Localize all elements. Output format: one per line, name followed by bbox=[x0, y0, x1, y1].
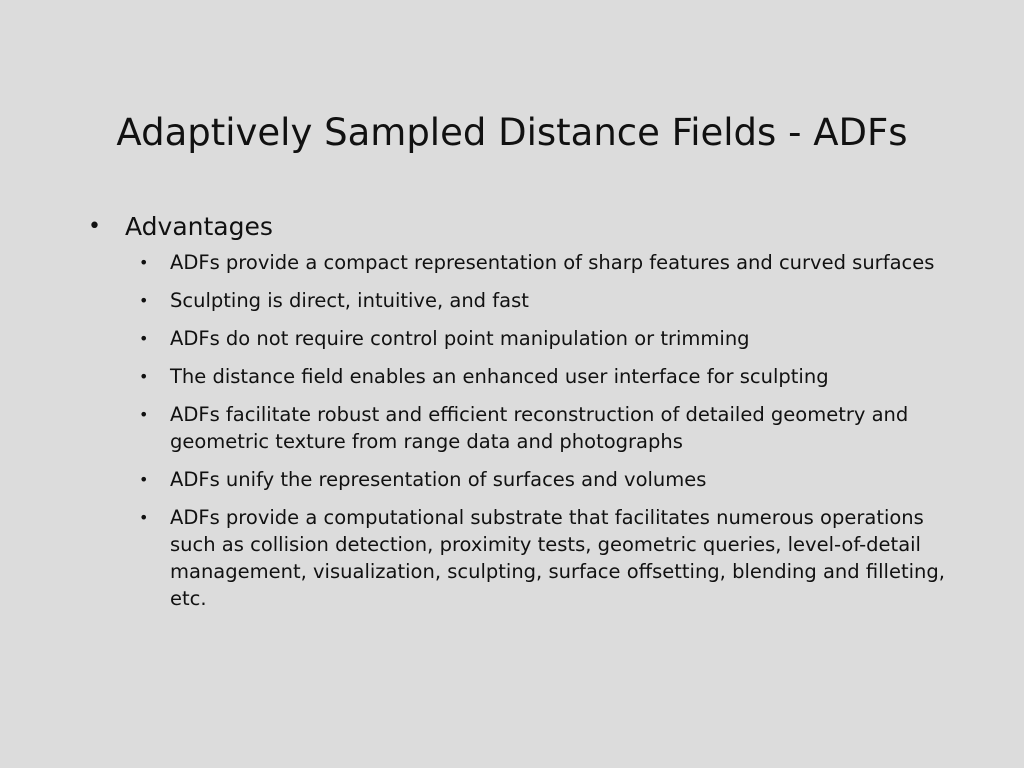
list-item bbox=[125, 287, 968, 314]
bullet-icon: • bbox=[139, 508, 149, 527]
list-item-text: ADFs do not require control point manipulation or trimming bbox=[170, 327, 750, 350]
bullet-icon: • bbox=[139, 253, 149, 272]
list-item-text: ADFs provide a compact representation of sharp features and curved surfaces bbox=[170, 251, 935, 274]
bullet-icon: • bbox=[139, 367, 149, 386]
list-item-text: The distance field enables an enhanced user interface for sculpting bbox=[170, 365, 829, 388]
bullet-icon: • bbox=[139, 470, 149, 489]
sub-bullet-list bbox=[125, 249, 968, 612]
list-item-text: ADFs provide a computational substrate that facilitates numerous operations such as collision detection, proximity tests, geometric queries, level-of-detail management, visualization, sculpting, surface offsetting, blending and filleting, etc. bbox=[170, 506, 945, 610]
list-item bbox=[125, 249, 968, 276]
bullet-icon: • bbox=[88, 214, 101, 239]
list-item bbox=[125, 401, 968, 455]
list-item bbox=[125, 466, 968, 493]
list-item-text: ADFs facilitate robust and efficient reconstruction of detailed geometry and geometric texture from range data and photographs bbox=[170, 403, 909, 453]
list-item bbox=[125, 325, 968, 352]
list-item-advantages bbox=[88, 209, 968, 612]
bullet-list bbox=[88, 209, 968, 623]
list-item-text: Sculpting is direct, intuitive, and fast bbox=[170, 289, 529, 312]
bullet-icon: • bbox=[139, 405, 149, 424]
slide-title: Adaptively Sampled Distance Fields - ADFs bbox=[116, 111, 908, 154]
list-item bbox=[125, 504, 968, 612]
section-heading: Advantages bbox=[125, 212, 273, 241]
list-item-text: ADFs unify the representation of surfaces and volumes bbox=[170, 468, 707, 491]
bullet-icon: • bbox=[139, 329, 149, 348]
bullet-icon: • bbox=[139, 291, 149, 310]
list-item bbox=[125, 363, 968, 390]
